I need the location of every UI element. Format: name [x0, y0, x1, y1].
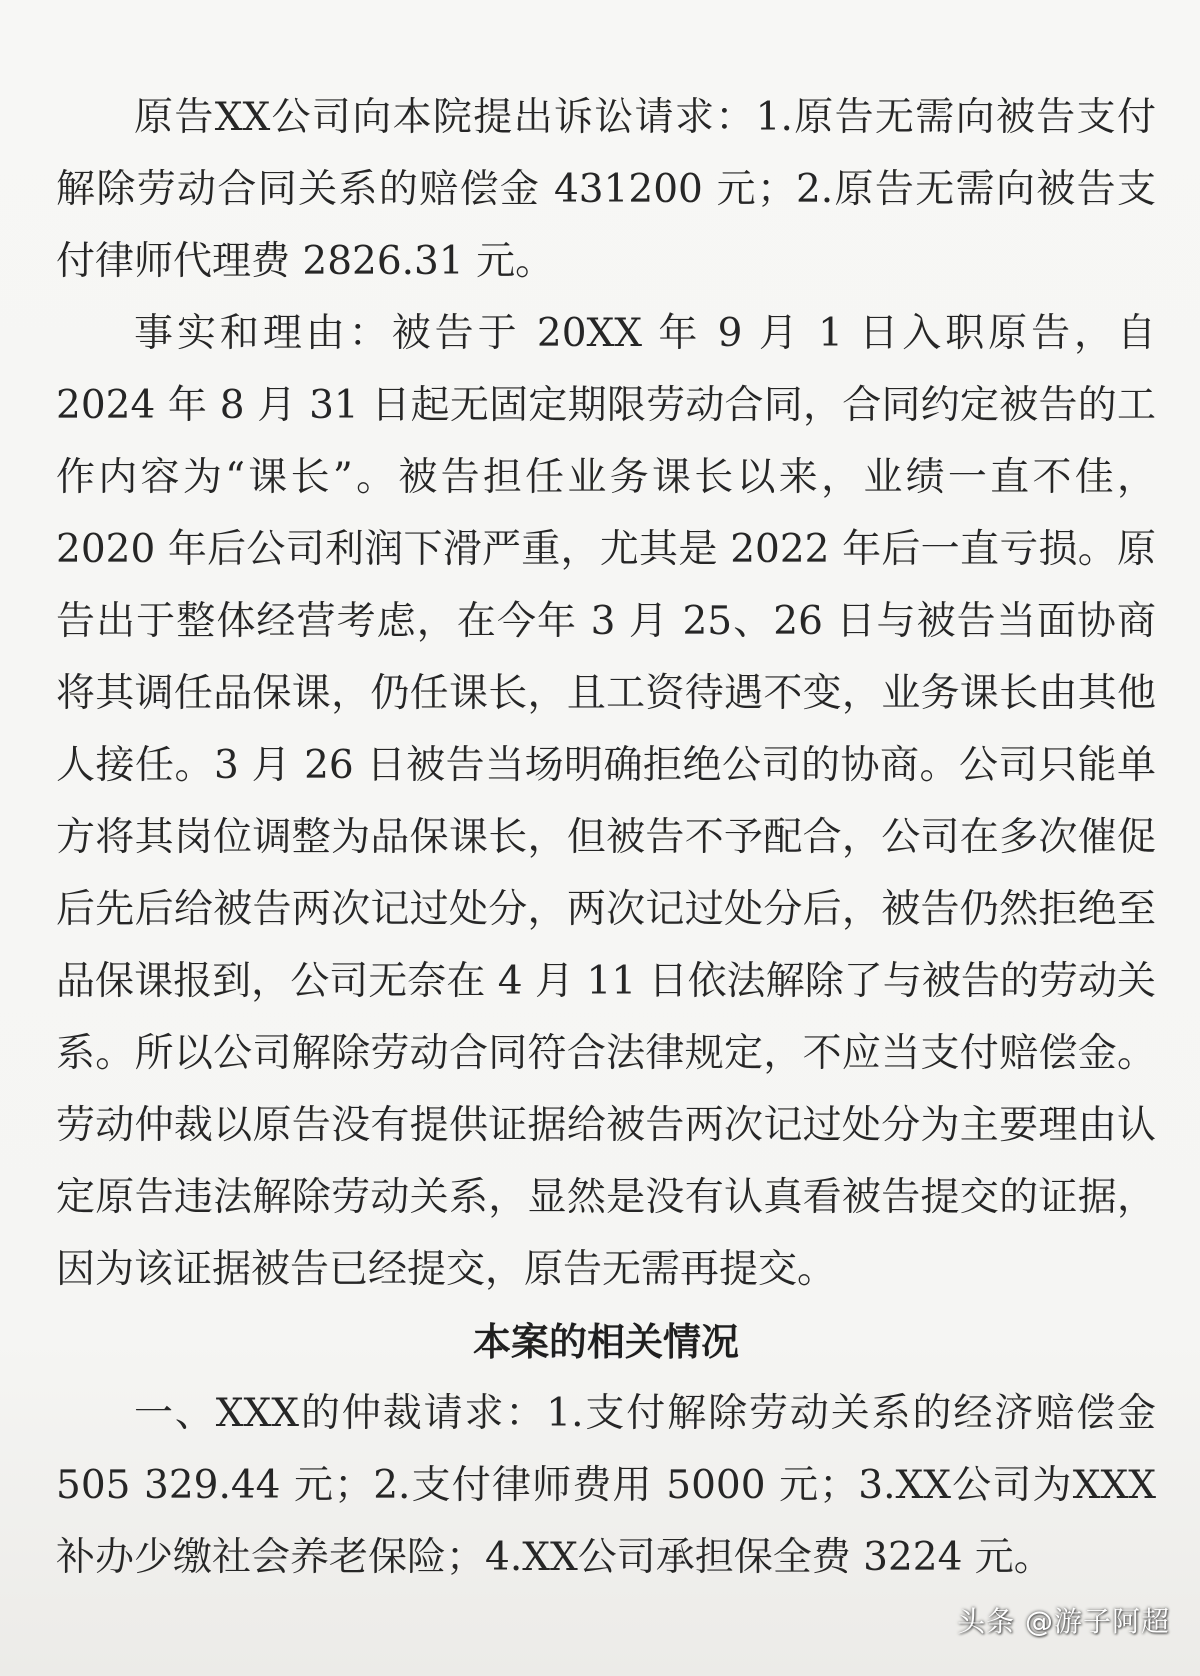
facts-paragraph: 事实和理由：被告于 20XX 年 9 月 1 日入职原告，自 2024 年 8 月 31 日起无固定期限劳动合同，合同约定被告的工作内容为“课长”。被告担任业务课长以来，业绩一直不佳，2020 年后公司利润下滑严重，尤其是 2022 年后一直亏损。原告出于整体经营考虑，在今年 3 月 25、26 日与被告当面协商将其调任品保课，仍任课长，且工资待遇不变，业务课长由其他人接任。3 月 26 日被告当场明确拒绝公司的协商。公司只能单方将其岗位调整为品保课长，但被告不予配合，公司在多次催促后先后给被告两次记过处分，两次记过处分后，被告仍然拒绝至品保课报到，公司无奈在 4 月 11 日依法解除了与被告的劳动关系。所以公司解除劳动合同符合法律规定，不应当支付赔偿金。劳动仲裁以原告没有提供证据给被告两次记过处分为主要理由认定原告违法解除劳动关系，显然是没有认真看被告提交的证据，因为该证据被告已经提交，原告无需再提交。 [56, 311, 1156, 1292]
watermark: 头条 @游子阿超 [957, 1605, 1170, 1638]
claim-paragraph: 原告XX公司向本院提出诉讼请求：1.原告无需向被告支付解除劳动合同关系的赔偿金 431200 元；2.原告无需向被告支付律师代理费 2826.31 元。 [56, 95, 1156, 284]
document-body [56, 82, 1156, 1594]
arbitration-request-paragraph: 一、XXX的仲裁请求：1.支付解除劳动关系的经济赔偿金505 329.44 元；2.支付律师费用 5000 元；3.XX公司为XXX补办少缴社会养老保险；4.XX公司承担保全费 3224 元。 [56, 1391, 1156, 1580]
section-heading: 本案的相关情况 [472, 1320, 739, 1364]
